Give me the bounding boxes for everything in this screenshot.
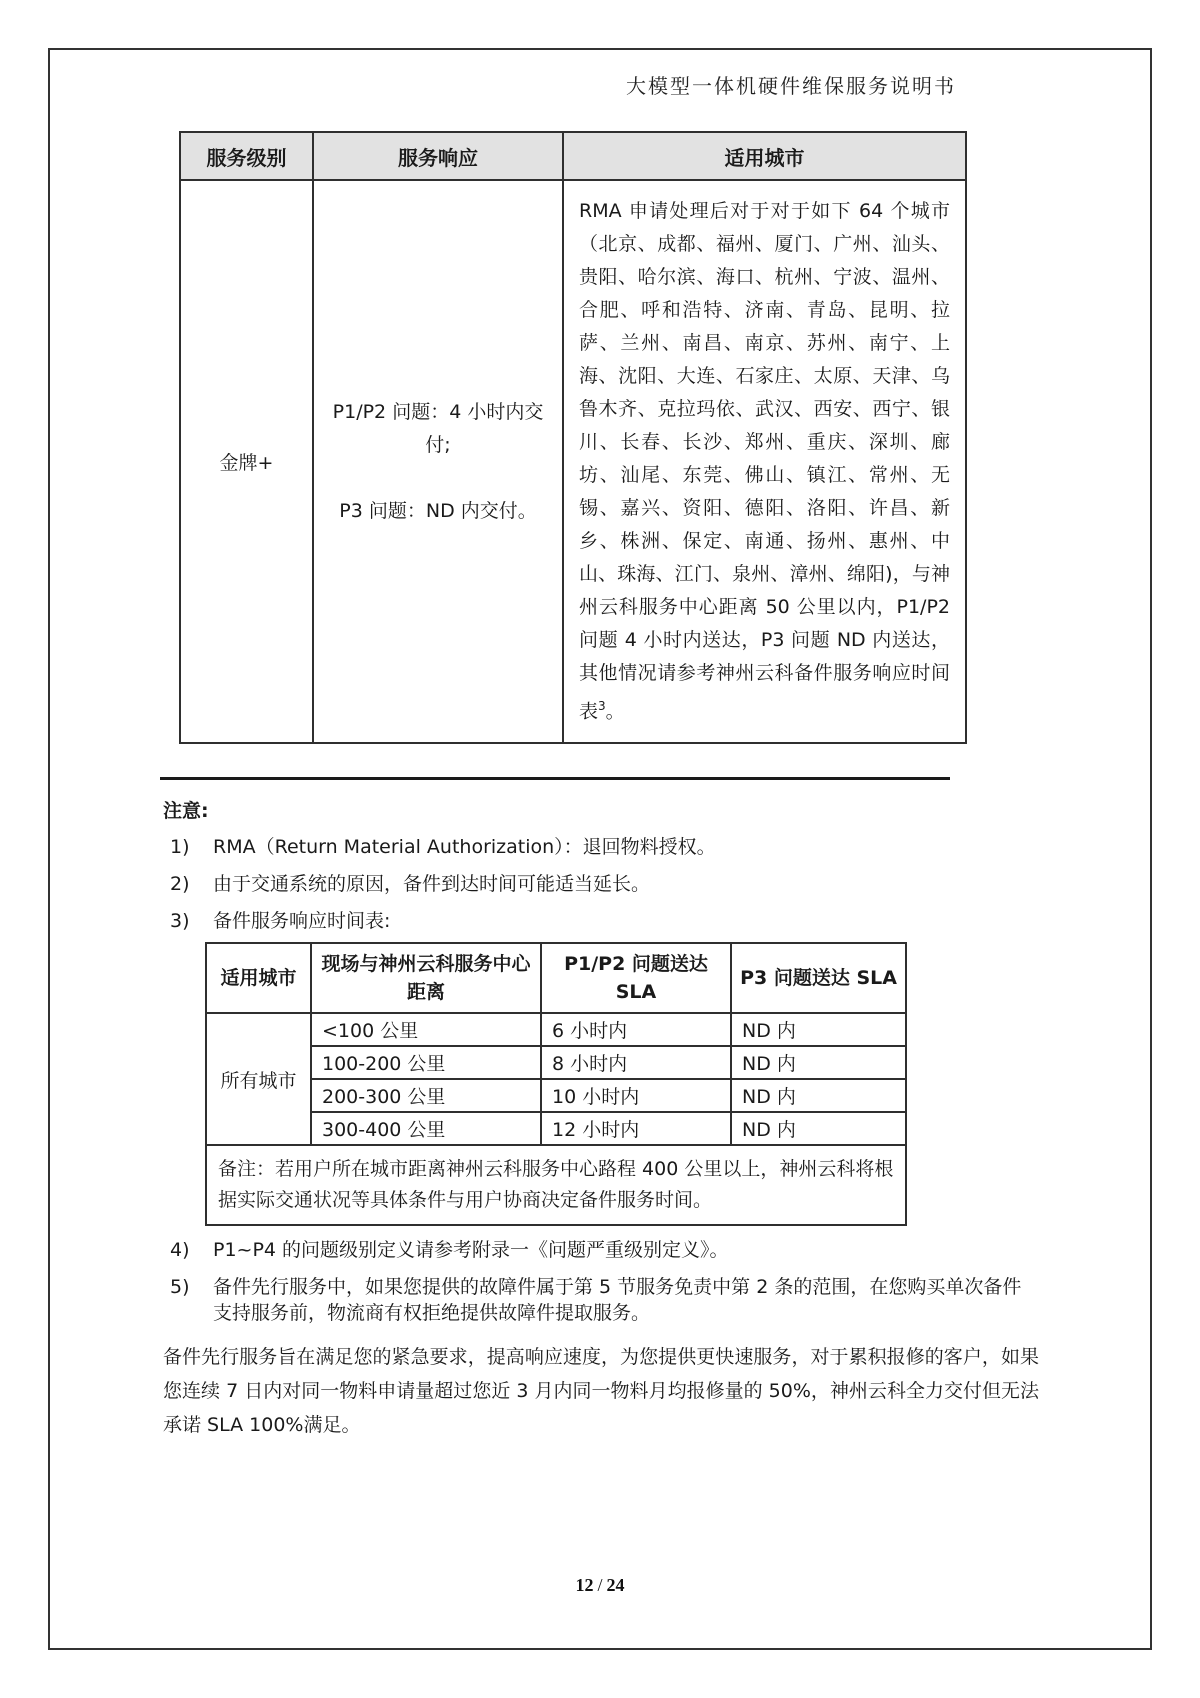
sla-distance: 100-200 公里 [311, 1046, 541, 1079]
note-item-5 [163, 1274, 1039, 1326]
note-text: 由于交通系统的原因，备件到达时间可能适当延长。 [213, 873, 651, 896]
service-response-cell [313, 180, 563, 743]
applicable-cities-cell [563, 180, 966, 743]
note-number: 4) [170, 1239, 190, 1262]
page-number-separator: / [597, 1575, 603, 1595]
sla-header-p1p2: P1/P2 问题送达 SLA [541, 943, 731, 1013]
sla-response-time-table [205, 942, 907, 1226]
note-number: 1) [170, 836, 190, 859]
sla-header-city: 适用城市 [206, 943, 311, 1013]
note-item-3 [163, 908, 1039, 934]
sla-row-2 [206, 1046, 906, 1079]
note-item-1 [163, 834, 1039, 860]
sla-distance: <100 公里 [311, 1013, 541, 1046]
header-service-level: 服务级别 [180, 132, 313, 180]
page-content [163, 131, 1039, 1442]
document-header-title: 大模型一体机硬件维保服务说明书 [626, 76, 956, 98]
page-footer [0, 1575, 1200, 1596]
sla-row-4 [206, 1112, 906, 1145]
sla-table-header-row [206, 943, 906, 1013]
header-applicable-cities: 适用城市 [563, 132, 966, 180]
note-number: 2) [170, 873, 190, 896]
sla-p3-value: ND 内 [731, 1013, 906, 1046]
note-text: 备件服务响应时间表: [213, 910, 391, 933]
note-text: 备件先行服务中，如果您提供的故障件属于第 5 节服务免责中第 2 条的范围，在您购买单次备件支持服务前，物流商有权拒绝提供故障件提取服务。 [213, 1276, 1022, 1325]
page-number-current: 12 [575, 1575, 594, 1595]
response-p1p2: P1/P2 问题：4 小时内交付; [332, 400, 544, 456]
sla-remark: 备注：若用户所在城市距离神州云科服务中心路程 400 公里以上，神州云科将根据实际交通状况等具体条件与用户协商决定备件服务时间。 [206, 1145, 906, 1225]
cities-text: RMA 申请处理后对于对于如下 64 个城市（北京、成都、福州、厦门、广州、汕头、贵阳、哈尔滨、海口、杭州、宁波、温州、合肥、呼和浩特、济南、青岛、昆明、拉萨、兰州、南昌、南京、苏州、南宁、上海、沈阳、大连、石家庄、太原、天津、乌鲁木齐、克拉玛依、武汉、西安、西宁、银川、长春、长沙、郑州、重庆、深圳、廊坊、汕尾、东莞、佛山、镇江、常州、无锡、嘉兴、资阳、德阳、洛阳、许昌、新乡、株洲、保定、南通、扬州、惠州、中山、珠海、江门、泉州、漳州、绵阳)，与神州云科服务中心距离 50 公里以内，P1/P2 问题 4 小时内送达，P3 问题 ND 内送达，其他情况请参考神州云科备件服务响应时间表 [579, 200, 950, 723]
cities-text-end: 。 [605, 700, 625, 723]
sla-p1p2-value: 10 小时内 [541, 1079, 731, 1112]
sla-distance: 200-300 公里 [311, 1079, 541, 1112]
note-text: RMA（Return Material Authorization）：退回物料授权。 [213, 836, 716, 859]
sla-distance: 300-400 公里 [311, 1112, 541, 1145]
sla-p1p2-value: 6 小时内 [541, 1013, 731, 1046]
note-item-2 [163, 871, 1039, 897]
footnote-reference: 3 [598, 699, 606, 713]
notes-heading: 注意: [163, 800, 209, 823]
sla-header-p3: P3 问题送达 SLA [731, 943, 906, 1013]
service-table-row [180, 180, 966, 743]
service-level-value: 金牌+ [180, 180, 313, 743]
service-table-header-row [180, 132, 966, 180]
note-text: P1~P4 的问题级别定义请参考附录一《问题严重级别定义》。 [213, 1239, 729, 1262]
sla-p1p2-value: 8 小时内 [541, 1046, 731, 1079]
sla-header-distance: 现场与神州云科服务中心距离 [311, 943, 541, 1013]
header-service-response: 服务响应 [313, 132, 563, 180]
sla-p1p2-value: 12 小时内 [541, 1112, 731, 1145]
note-number: 5) [170, 1276, 190, 1299]
page-number-total: 24 [606, 1575, 625, 1595]
sla-p3-value: ND 内 [731, 1079, 906, 1112]
sla-row-3 [206, 1079, 906, 1112]
sla-row-1 [206, 1013, 906, 1046]
response-gap [328, 462, 548, 495]
closing-paragraph: 备件先行服务旨在满足您的紧急要求，提高响应速度，为您提供更快速服务，对于累积报修的客户，如果您连续 7 日内对同一物料申请量超过您近 3 月内同一物料月均报修量的 50%，神州云科全力交付但无法承诺 SLA 100%满足。 [163, 1346, 1039, 1437]
sla-p3-value: ND 内 [731, 1112, 906, 1145]
note-item-4 [163, 1237, 1039, 1263]
service-level-table [179, 131, 967, 744]
response-p3: P3 问题：ND 内交付。 [339, 499, 537, 522]
note-number: 3) [170, 910, 190, 933]
sla-remark-row [206, 1145, 906, 1225]
section-divider-rule [160, 777, 950, 780]
sla-p3-value: ND 内 [731, 1046, 906, 1079]
sla-city-scope: 所有城市 [206, 1013, 311, 1145]
